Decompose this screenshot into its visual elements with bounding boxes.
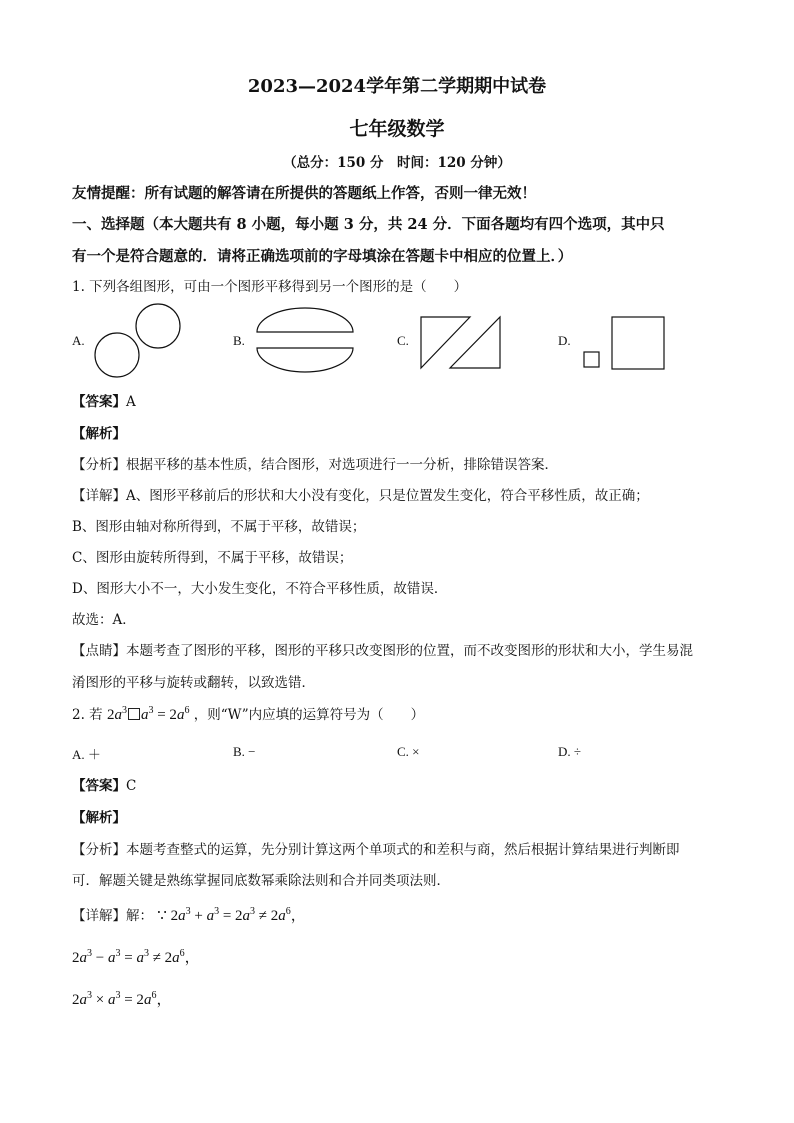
q2-detail-eq2: $2a^3 - a^3 = a^3 \ne 2a^6$，	[72, 948, 200, 966]
q2-option-a: A. ＋	[72, 747, 101, 762]
q1-option-c-label: C.	[397, 333, 409, 348]
q2-detail-line3	[72, 988, 171, 1009]
q1-detail-c: C、图形由旋转所得到，不属于平移，故错误；	[72, 550, 353, 566]
q1-analysis: 【分析】根据平移的基本性质，结合图形，对选项进行一一分析，排除错误答案．	[72, 457, 558, 473]
q2-option-c: C. ×	[397, 744, 420, 759]
q2-detail-eq1: ∵ $2a^3 + a^3 = 2a^3 \ne 2a^6$，	[157, 906, 306, 924]
blank-box	[128, 708, 140, 720]
q1-detail-d: D、图形大小不一，大小发生变化，不符合平移性质，故错误．	[72, 581, 448, 597]
exam-meta: （总分：150 分 时间：120 分钟）	[283, 155, 511, 171]
section-heading-line2: 有一个是符合题意的．请将正确选项前的字母填涂在答题卡中相应的位置上．）	[72, 248, 573, 265]
q2-answer: 【答案】C	[72, 778, 137, 794]
q1-figure-b-split-circle	[255, 310, 355, 372]
exam-title: 2023—2024学年第二学期期中试卷	[247, 76, 547, 97]
q1-option-d-label: D.	[558, 333, 571, 348]
q1-comment-line2: 淆图形的平移与旋转或翻转，以致选错．	[72, 675, 315, 691]
q1-figure-c-triangles	[420, 316, 504, 370]
q1-figure-a-two-circles	[90, 300, 190, 380]
q1-choose: 故选：A．	[72, 612, 136, 628]
section-heading-line1: 一、选择题（本大题共有 8 小题，每小题 3 分，共 24 分．下面各题均有四个选项，其中只	[72, 216, 665, 233]
notice: 友情提醒：所有试题的解答请在所提供的答题纸上作答，否则一律无效！	[72, 185, 536, 202]
q2-option-b: B. −	[233, 744, 256, 759]
q2-equation: $2a^3$ $a^3 = 2a^6$	[106, 705, 190, 723]
q1-comment-line1: 【点睛】本题考查了图形的平移，图形的平移只改变图形的位置，而不改变图形的形状和大小，学生易混	[72, 643, 693, 659]
exam-subtitle: 七年级数学	[349, 118, 445, 140]
q2-detail-line1: 【详解】解： ∵ $2a^3 + a^3 = 2a^3 \ne 2a^6$，	[72, 906, 306, 924]
q2-analysis-line1: 【分析】本题考查整式的运算，先分别计算这两个单项式的和差积与商，然后根据计算结果进行判断即	[72, 842, 680, 858]
q2-option-d: D. ÷	[558, 744, 582, 759]
q2-detail-line2	[72, 946, 200, 967]
q1-stem: 1. 下列各组图形，可由一个图形平移得到另一个图形的是（ ）	[72, 279, 468, 295]
q1-analysis-tag: 【解析】	[72, 426, 126, 442]
q2-detail-eq3: $2a^3 \times a^3 = 2a^6$，	[72, 990, 172, 1008]
q1-answer: 【答案】A	[72, 394, 136, 410]
q2-stem: 2. 若 $2a^3$ $a^3 = 2a^6$ ，则“W”内应填的运算符号为（ ）	[72, 705, 425, 723]
q2-analysis-line2: 可．解题关键是熟练掌握同底数幂乘除法则和合并同类项法则．	[72, 873, 450, 889]
q1-option-b-label: B.	[233, 333, 245, 348]
q1-figure-d-squares	[583, 316, 667, 370]
q1-option-a-label: A.	[72, 333, 85, 348]
q1-detail-b: B、图形由轴对称所得到，不属于平移，故错误；	[72, 519, 366, 535]
q1-detail: 【详解】A、图形平移前后的形状和大小没有变化，只是位置发生变化，符合平移性质，故正确；	[72, 488, 649, 504]
q2-analysis-tag: 【解析】	[72, 810, 126, 826]
